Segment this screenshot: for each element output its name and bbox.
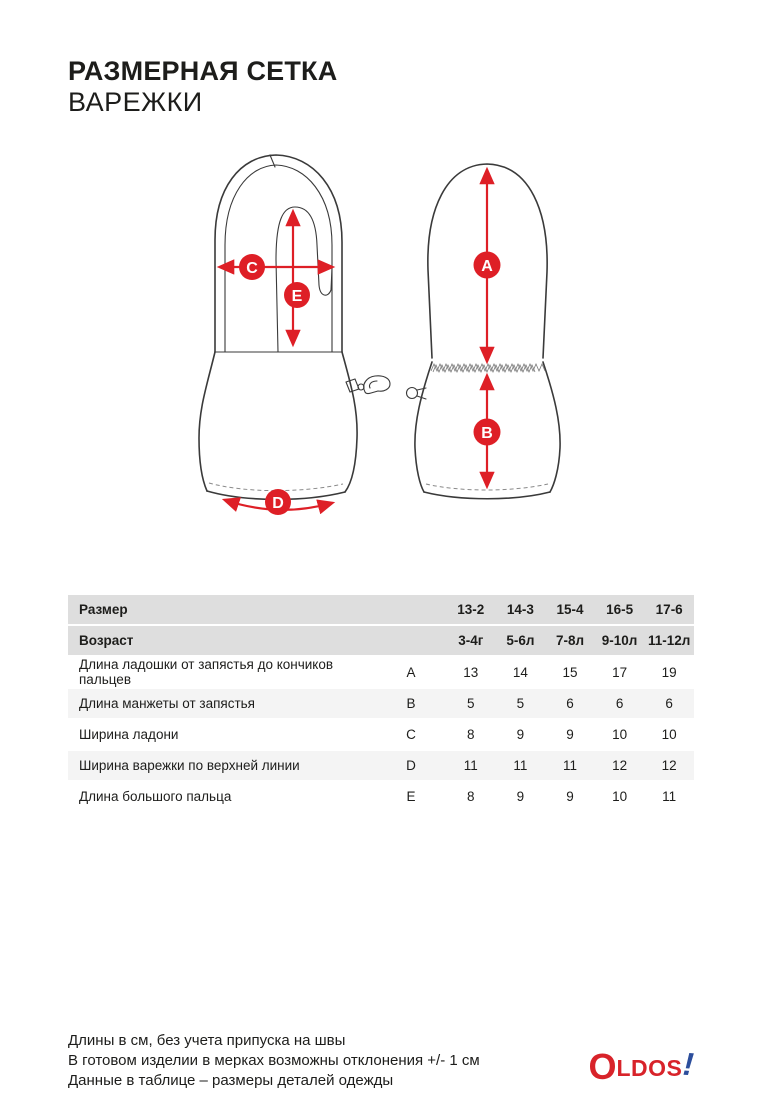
row-label: Ширина варежки по верхней линии xyxy=(68,750,376,781)
row-value: 11-12л xyxy=(644,625,694,656)
carabiner-icon xyxy=(346,376,390,394)
row-value: 11 xyxy=(446,750,496,781)
row-value: 15-4 xyxy=(545,595,595,625)
row-value: 14-3 xyxy=(496,595,546,625)
measure-arrow-e xyxy=(284,212,310,344)
row-value: 16-5 xyxy=(595,595,645,625)
table-row xyxy=(68,688,694,719)
row-value: 11 xyxy=(545,750,595,781)
row-value: 5 xyxy=(496,688,546,719)
row-value: 13 xyxy=(446,656,496,688)
footer-note-line: В готовом изделии в мерках возможны отклонения +/- 1 см xyxy=(68,1052,480,1069)
row-value: 12 xyxy=(644,750,694,781)
row-value: 6 xyxy=(545,688,595,719)
row-letter: A xyxy=(376,656,446,688)
svg-text:B: B xyxy=(481,425,493,442)
table-row xyxy=(68,656,694,688)
row-value: 9 xyxy=(496,719,546,750)
brand-logo xyxy=(588,1046,694,1085)
logo-letters-rest: LDOS xyxy=(616,1055,683,1081)
page-title xyxy=(68,56,337,118)
row-letter: E xyxy=(376,781,446,812)
row-value: 17 xyxy=(595,656,645,688)
mitten-back-outline xyxy=(407,164,561,499)
row-value: 14 xyxy=(496,656,546,688)
table-row xyxy=(68,625,694,656)
row-value: 13-2 xyxy=(446,595,496,625)
table-row xyxy=(68,595,694,625)
row-label: Размер xyxy=(68,595,376,625)
svg-text:A: A xyxy=(481,258,493,275)
row-label: Ширина ладони xyxy=(68,719,376,750)
row-label: Возраст xyxy=(68,625,376,656)
row-value: 12 xyxy=(595,750,645,781)
row-value: 3-4г xyxy=(446,625,496,656)
logo-letter-o: O xyxy=(588,1046,617,1087)
row-letter: D xyxy=(376,750,446,781)
row-value: 10 xyxy=(644,719,694,750)
size-table xyxy=(68,595,694,813)
row-value: 19 xyxy=(644,656,694,688)
row-value: 9 xyxy=(496,781,546,812)
row-label: Длина манжеты от запястья xyxy=(68,688,376,719)
footer-note-line: Данные в таблице – размеры деталей одежды xyxy=(68,1072,394,1089)
logo-exclamation: ! xyxy=(682,1045,696,1083)
page-title-sub: ВАРЕЖКИ xyxy=(68,87,203,117)
row-value: 8 xyxy=(446,781,496,812)
row-value: 8 xyxy=(446,719,496,750)
svg-text:D: D xyxy=(272,495,284,512)
svg-text:C: C xyxy=(246,260,258,277)
measure-arrow-a xyxy=(474,170,501,361)
row-value: 6 xyxy=(595,688,645,719)
row-letter xyxy=(376,625,446,656)
row-value: 9-10л xyxy=(595,625,645,656)
row-letter: B xyxy=(376,688,446,719)
table-row xyxy=(68,781,694,812)
row-value: 9 xyxy=(545,781,595,812)
row-value: 11 xyxy=(496,750,546,781)
row-value: 5-6л xyxy=(496,625,546,656)
measure-arrow-d xyxy=(225,489,332,515)
thumb-outline xyxy=(276,207,332,352)
table-row xyxy=(68,750,694,781)
row-value: 10 xyxy=(595,719,645,750)
table-row xyxy=(68,719,694,750)
mitten-measurement-diagram xyxy=(150,140,620,540)
row-letter xyxy=(376,595,446,625)
row-value: 9 xyxy=(545,719,595,750)
row-label: Длина ладошки от запястья до кончиков пальцев xyxy=(68,656,376,688)
row-letter: C xyxy=(376,719,446,750)
row-value: 15 xyxy=(545,656,595,688)
row-value: 5 xyxy=(446,688,496,719)
mitten-palm-outline xyxy=(199,155,390,499)
footer-notes xyxy=(68,1031,480,1091)
page-title-main: РАЗМЕРНАЯ СЕТКА xyxy=(68,56,338,86)
row-value: 10 xyxy=(595,781,645,812)
row-label: Длина большого пальца xyxy=(68,781,376,812)
size-table-body xyxy=(68,595,694,812)
row-value: 11 xyxy=(644,781,694,812)
row-value: 7-8л xyxy=(545,625,595,656)
row-value: 6 xyxy=(644,688,694,719)
svg-text:E: E xyxy=(291,288,303,305)
row-value: 17-6 xyxy=(644,595,694,625)
footer-note-line: Длины в см, без учета припуска на швы xyxy=(68,1032,346,1049)
measure-arrow-b xyxy=(474,376,501,486)
